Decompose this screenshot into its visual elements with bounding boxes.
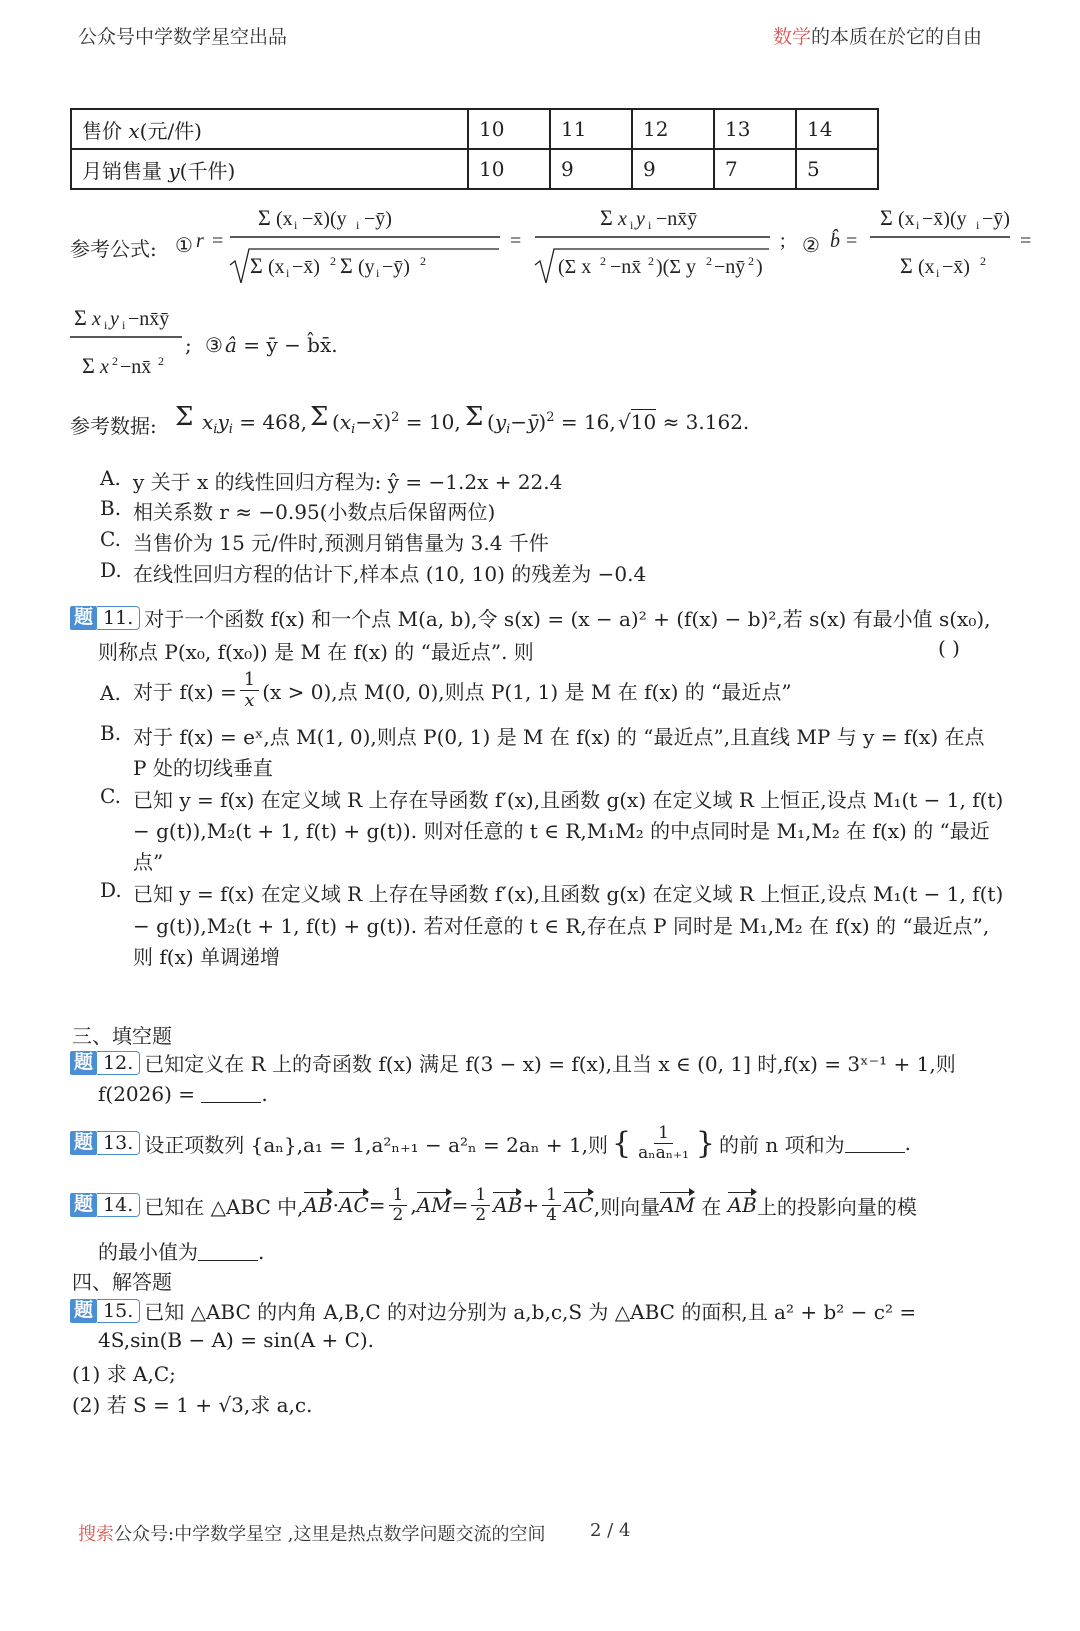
formula-a-hat: â = ȳ − b̂x̄. [225,333,338,357]
half-num: 1 [471,1186,490,1206]
fraction-quarter [542,1186,561,1224]
footer-rest: 公众号:中学数学星空 ,这里是热点数学问题交流的空间 [114,1524,546,1545]
header-right [773,22,982,49]
question-badge: 题 [70,606,97,630]
q11-d-line1: 已知 y = f(x) 在定义域 R 上存在导函数 f′(x),且函数 g(x) 在定义域 R 上恒正,设点 M₁(t − 1, f(t) [133,882,1004,906]
svg-text:−x̄): −x̄) [292,256,320,278]
svg-text:=: = [846,230,858,252]
q11-option-d: D. [100,878,122,902]
fraction-half [389,1186,408,1224]
sigma-icon: Σ [310,402,329,432]
svg-text:i: i [976,218,980,232]
option-label: D. [100,558,122,582]
svg-text:i: i [376,266,380,280]
q10-option-d-text: 在线性回归方程的估计下,样本点 (10, 10) 的残差为 −0.4 [133,562,647,586]
svg-text:): ) [756,256,763,278]
svg-text:i: i [648,218,652,232]
svg-text:i: i [104,318,108,332]
y-cell: 7 [714,149,796,189]
vector-ac: AC [339,1193,369,1218]
option-label: C. [100,527,121,551]
row1-label-cell [71,109,468,149]
option-label: A. [100,466,121,490]
sales-table [70,108,879,190]
brace-right: } [695,1125,716,1161]
sqrt10: √10 ≈ 3.162. [618,410,750,434]
page-number: 2 / 4 [590,1520,631,1541]
row2-label-cell [71,149,468,189]
svg-text:x: x [100,356,109,378]
svg-text:−nȳ: −nȳ [714,256,746,278]
formula-b-second-svg [70,295,190,385]
svg-text:(x: (x [918,256,935,278]
table-row [71,149,878,189]
svg-text:b̂: b̂ [830,230,840,252]
svg-text:(y: (y [358,256,375,278]
q13-text-post: 的前 n 项和为 [719,1132,845,1157]
svg-text:−nx̄ȳ: −nx̄ȳ [128,308,170,330]
footer-red: 搜索 [78,1524,114,1545]
refdata-sum-xy: = 468, [239,410,307,434]
svg-text:i: i [630,218,634,232]
q11-option-c: C. [100,784,121,808]
q11-b-line2: P 处的切线垂直 [133,756,273,780]
svg-text:−nx̄: −nx̄ [120,356,152,378]
q14-t2: ,则向量 [593,1194,661,1219]
q10-option-b-text: 相关系数 r ≈ −0.95(小数点后保留两位) [133,500,496,524]
svg-text:−x̄)(y: −x̄)(y [922,208,967,230]
svg-text:;: ; [780,230,786,252]
row1-unit: (元/件) [139,118,202,143]
vector-am: AM [416,1193,452,1218]
svg-text:Σ: Σ [74,305,87,330]
q14-t4: 上的投影向量的模 [756,1194,917,1219]
q10-option-d [100,558,122,582]
row2-label: 月销售量 [82,158,162,183]
fraction-1-over-x: $\frac{1}{x}$ [240,670,259,711]
svg-text:2: 2 [112,354,118,368]
q12-line2: f(2026) = . [98,1082,268,1106]
svg-text:−ȳ): −ȳ) [382,256,410,278]
q13-text-pre: 设正项数列 {aₙ},a₁ = 1,a²ₙ₊₁ − a²ₙ = 2aₙ + 1,则 [144,1132,609,1157]
x-cell: 14 [796,109,878,149]
svg-text:2: 2 [706,254,712,268]
question-number: 15. [97,1299,140,1323]
quarter-num: 1 [542,1186,561,1206]
q11-a-post: (x > 0),点 M(0, 0),则点 P(1, 1) 是 M 在 f(x) 的 “最近点” [262,679,792,704]
svg-text:−x̄): −x̄) [942,256,970,278]
q15-line1: 已知 △ABC 的内角 A,B,C 的对边分别为 a,b,c,S 为 △ABC 的面积,且 a² + b² − c² = [144,1300,917,1324]
question-number: 11. [97,606,140,630]
q11-c-line1: 已知 y = f(x) 在定义域 R 上存在导函数 f′(x),且函数 g(x) 在定义域 R 上恒正,设点 M₁(t − 1, f(t) [133,788,1004,812]
formula-a-hat-eq: = ȳ − b̂x̄. [243,333,338,357]
svg-text:2: 2 [600,254,606,268]
question-number: 13. [97,1131,140,1155]
q15-part2: (2) 若 S = 1 + √3,求 a,c. [72,1393,313,1417]
q11-option-b: B. [100,721,122,745]
reference-data: 参考数据: Σ $x_iy_i = 468$, Σ $(x_i-x̄)^2 = 10$, Σ $(y_i-ȳ)^2 = 16$, √10 ≈ 3.162. [70,402,750,438]
refdata-label: 参考数据: [70,414,157,438]
refdata-sqrt: ≈ 3.162. [662,410,750,434]
q11-b-line1: 对于 f(x) = eˣ,点 M(1, 0),则点 P(0, 1) 是 M 在 f(x) 的 “最近点”,且直线 MP 与 y = f(x) 在点 [133,725,985,749]
q13-fraction [634,1124,693,1162]
header-right-red: 数学 [772,26,811,48]
formula-semi: ; [185,333,192,357]
vector-ab: AB [727,1193,757,1218]
svg-text:2: 2 [648,254,654,268]
x-cell: 13 [714,109,796,149]
question-number: 12. [97,1051,140,1075]
svg-text:−ȳ): −ȳ) [982,208,1010,230]
vector-am: AM [660,1193,695,1218]
svg-text:i: i [294,218,298,232]
brace-left: { [612,1125,632,1161]
svg-text:2: 2 [158,354,164,368]
q14-eq1: = [368,1193,386,1218]
q13-frac-num: 1 [654,1124,673,1144]
svg-text:Σ: Σ [250,253,263,278]
q13-header: 题 13. 设正项数列 {aₙ},a₁ = 1,a²ₙ₊₁ − a²ₙ = 2aₙ + 1,则 { $\frac{1}{\text{aₙaₙ₊₁}}$ } 的前 n 项和为 . [70,1124,911,1162]
y-cell: 9 [632,149,714,189]
svg-text:i: i [122,318,126,332]
svg-text:Σ: Σ [258,205,271,230]
question-badge: 题 [70,1193,97,1217]
y-cell: 5 [796,149,878,189]
q10-option-c-text: 当售价为 15 元/件时,预测月销售量为 3.4 千件 [133,531,549,555]
formula-r-svg [190,195,1050,305]
svg-text:)(Σ y: )(Σ y [656,256,696,278]
refdata-sum-x: = 10, [405,410,461,434]
refdata-sum-y: = 16, [560,410,616,434]
svg-text:Σ: Σ [340,253,353,278]
q15-header [70,1296,916,1325]
y-cell: 10 [468,149,550,189]
question-badge: 题 [70,1131,97,1155]
svg-text:r: r [196,230,204,252]
q10-option-b [100,496,121,520]
q11-line2: 则称点 P(x₀, f(x₀)) 是 M 在 f(x) 的 “最近点”. 则 [98,640,534,664]
q14-t1: 已知在 △ABC 中, [144,1194,304,1219]
table-row [71,109,878,149]
svg-text:i: i [936,266,940,280]
q12-line2-text: f(2026) = [98,1082,196,1106]
q11-header [70,603,991,632]
sigma-icon: Σ [175,402,194,432]
q12-header [70,1048,956,1077]
svg-text:−ȳ): −ȳ) [364,208,392,230]
vector-ac: AC [563,1193,594,1218]
half-num: 1 [389,1186,408,1206]
svg-text:−nx̄ȳ: −nx̄ȳ [656,208,698,230]
answer-blank[interactable] [845,1134,905,1153]
q11-c-line2: − g(t)),M₂(t + 1, f(t) + g(t)). 则对任意的 t ∈ R,M₁M₂ 的中点同时是 M₁,M₂ 在 f(x) 的 “最近 [133,819,990,843]
svg-text:y: y [110,308,119,330]
fraction-half-2 [471,1186,490,1224]
svg-text:2: 2 [420,254,426,268]
q11-c-line3: 点” [133,850,164,874]
q12-line1: 已知定义在 R 上的奇函数 f(x) 满足 f(3 − x) = f(x),且当 x ∈ (0, 1] 时,f(x) = 3ˣ⁻¹ + 1,则 [144,1052,956,1076]
half-den: 2 [475,1204,487,1225]
quarter-den: 4 [546,1204,557,1225]
row2-unit: (千件) [179,158,236,183]
svg-text:Σ: Σ [880,205,893,230]
formula-circle-3: ③ [205,333,223,357]
svg-text:=: = [510,230,522,252]
q11-d-line2: − g(t)),M₂(t + 1, f(t) + g(t)). 若对任意的 t ∈ R,存在点 P 同时是 M₁,M₂ 在 f(x) 的 “最近点”, [133,914,990,938]
footer-text [78,1520,546,1546]
q10-option-a [100,466,121,490]
section-fill-in: 三、填空题 [72,1024,172,1048]
svg-text:i: i [356,218,360,232]
q11-a-pre: 对于 f(x) = [133,679,237,704]
svg-text:Σ: Σ [900,253,913,278]
svg-text:2: 2 [748,254,754,268]
svg-text:−x̄)(y: −x̄)(y [302,208,347,230]
q10-option-a-text: y 关于 x 的线性回归方程为: ŷ = −1.2x + 22.4 [133,470,563,494]
question-badge: 题 [70,1299,97,1323]
answer-blank[interactable] [201,1084,261,1103]
section-answer: 四、解答题 [72,1270,172,1294]
q15-part1: (1) 求 A,C; [72,1362,176,1386]
q14-header: 题 14. 已知在 △ABC 中, AB · AC = $\frac{1}{2}$ , AM = $\frac{1}{2}$ AB + $\frac{1}{4}$ AC ,则向量 AM 在 AB 上的投影向量的模 [70,1186,917,1224]
x-cell: 12 [632,109,714,149]
header-right-rest: 的本质在於它的自由 [810,26,982,48]
y-cell: 9 [550,149,632,189]
svg-text:2: 2 [980,254,986,268]
answer-paren: ( ) [938,636,960,660]
q11-option-a-text [133,670,792,711]
svg-text:x: x [618,208,627,230]
q11-line1: 对于一个函数 f(x) 和一个点 M(a, b),令 s(x) = (x − a)² + (f(x) − b)²,若 s(x) 有最小值 s(x₀), [144,607,991,631]
svg-text:x: x [92,308,101,330]
svg-text:i: i [286,266,290,280]
svg-text:(x: (x [276,208,293,230]
half-den: 2 [392,1204,404,1225]
vector-ab: AB [493,1193,523,1218]
q10-option-c [100,527,121,551]
answer-blank[interactable] [198,1242,258,1261]
x-cell: 11 [550,109,632,149]
reference-formulas [70,195,1050,395]
vector-ab: AB [303,1193,333,1218]
svg-text:=: = [1020,230,1032,252]
question-number: 14. [97,1193,140,1217]
svg-text:Σ: Σ [82,353,95,378]
svg-text:Σ: Σ [600,205,613,230]
q11-d-line3: 则 f(x) 单调递增 [133,945,281,969]
svg-text:y: y [636,208,645,230]
q15-line2: 4S,sin(B − A) = sin(A + C). [98,1328,375,1352]
svg-text:2: 2 [330,254,336,268]
question-badge: 题 [70,1051,97,1075]
formula-label: 参考公式: [70,237,157,261]
formula-circle-1: ① [175,233,193,257]
svg-text:(x: (x [898,208,915,230]
sigma-icon: Σ [465,402,484,432]
svg-text:(x: (x [268,256,285,278]
row1-var: x [128,118,140,143]
q14-line2: 的最小值为 . [98,1240,265,1264]
q14-t3: 在 [701,1194,722,1219]
x-cell: 10 [468,109,550,149]
svg-text:i: i [916,218,920,232]
row2-var: y [168,158,180,183]
q11-option-a: A. [100,681,121,705]
q13-frac-den: aₙaₙ₊₁ [638,1142,689,1163]
formula-circle-2: ② [802,233,820,257]
row1-label: 售价 [82,118,122,143]
header-left: 公众号中学数学星空出品 [78,26,288,48]
option-label: B. [100,496,122,520]
q14-line2-text: 的最小值为 [98,1240,198,1264]
svg-text:−nx̄: −nx̄ [610,256,642,278]
svg-text:(Σ x: (Σ x [558,256,592,278]
svg-text:=: = [212,230,224,252]
